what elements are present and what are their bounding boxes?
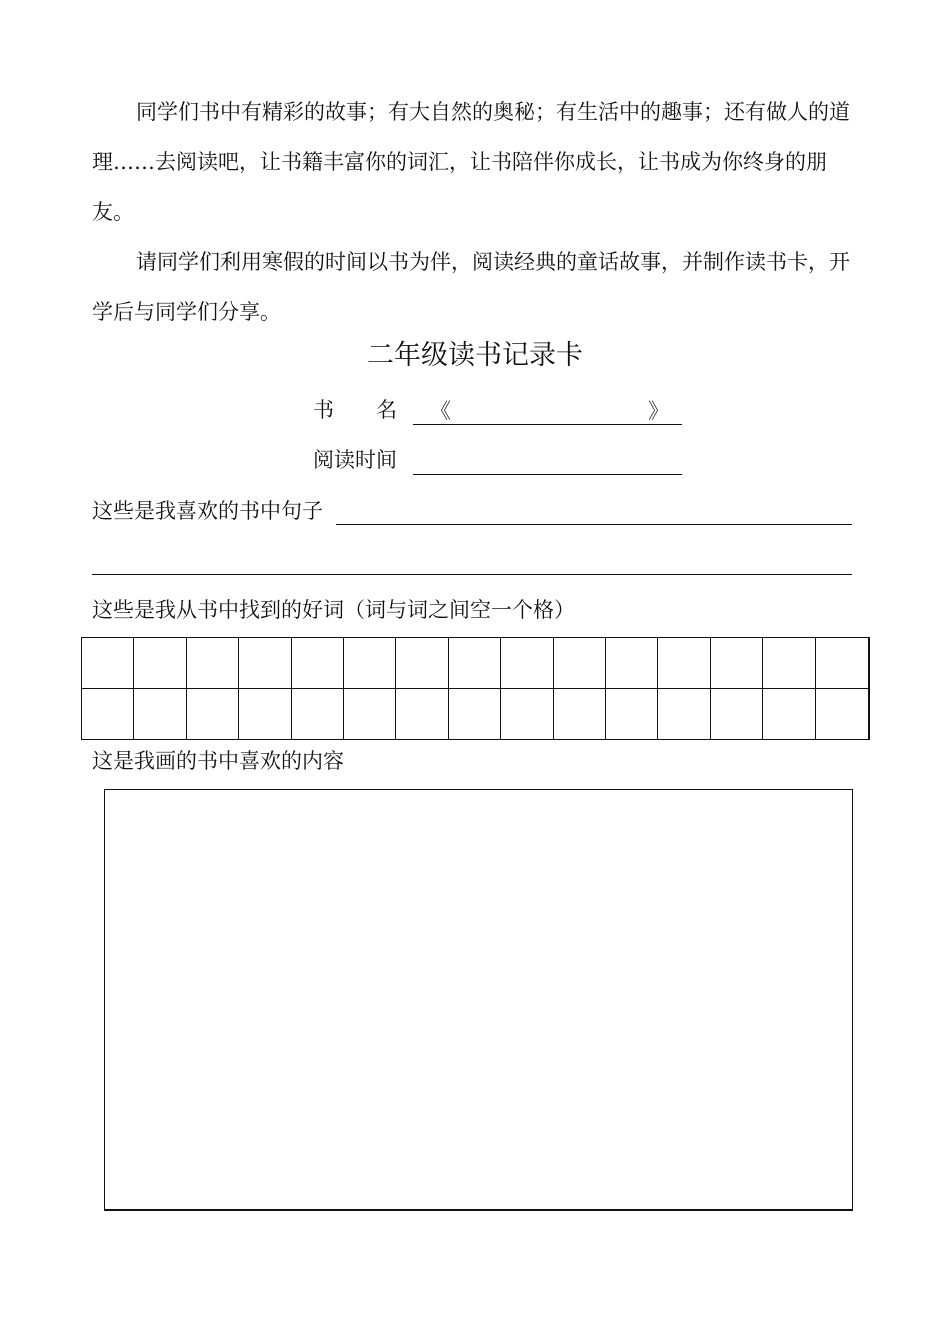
drawing-label: 这是我画的书中喜欢的内容	[92, 749, 344, 773]
reading-time-label: 阅读时间	[313, 448, 397, 472]
word-grid-cell[interactable]	[501, 638, 553, 689]
word-grid-cell[interactable]	[816, 689, 868, 740]
word-grid-cell[interactable]	[816, 638, 868, 689]
word-grid-cell[interactable]	[711, 689, 763, 740]
favorite-sentences-line-1[interactable]	[336, 524, 852, 525]
word-grid-cell[interactable]	[658, 689, 710, 740]
word-grid-cell[interactable]	[344, 689, 396, 740]
drawing-area[interactable]	[104, 789, 853, 1211]
book-open-quote: 《	[430, 399, 451, 423]
word-grid-cell[interactable]	[554, 638, 606, 689]
good-words-grid	[81, 637, 870, 740]
word-grid-cell[interactable]	[711, 638, 763, 689]
word-grid-cell[interactable]	[606, 689, 658, 740]
book-name-input-line[interactable]	[413, 424, 682, 425]
word-grid-cell[interactable]	[449, 689, 501, 740]
word-grid-cell[interactable]	[501, 689, 553, 740]
word-grid-cell[interactable]	[763, 689, 815, 740]
word-grid-cell[interactable]	[554, 689, 606, 740]
intro-paragraph-1: 同学们书中有精彩的故事；有大自然的奥秘；有生活中的趣事；还有做人的道理……去阅读吧，让书籍丰富你的词汇，让书陪伴你成长，让书成为你终身的朋友。	[92, 100, 850, 224]
word-grid-cell[interactable]	[396, 638, 448, 689]
word-grid-cell[interactable]	[292, 689, 344, 740]
word-grid-cell[interactable]	[187, 689, 239, 740]
word-grid-cell[interactable]	[396, 689, 448, 740]
reading-time-input-line[interactable]	[413, 474, 682, 475]
book-close-quote: 》	[648, 399, 669, 423]
intro-paragraph-2: 请同学们利用寒假的时间以书为伴，阅读经典的童话故事，并制作读书卡，开学后与同学们分享。	[92, 250, 850, 324]
card-title: 二年级读书记录卡	[367, 340, 583, 371]
word-grid-cell[interactable]	[344, 638, 396, 689]
favorite-sentences-line-2[interactable]	[92, 574, 852, 575]
word-grid-cell[interactable]	[292, 638, 344, 689]
word-grid-cell[interactable]	[187, 638, 239, 689]
word-grid-cell[interactable]	[134, 638, 186, 689]
word-grid-cell[interactable]	[763, 638, 815, 689]
word-grid-cell[interactable]	[82, 689, 134, 740]
good-words-label: 这些是我从书中找到的好词（词与词之间空一个格）	[92, 598, 575, 622]
word-grid-cell[interactable]	[82, 638, 134, 689]
word-grid-cell[interactable]	[239, 689, 291, 740]
word-grid-cell[interactable]	[239, 638, 291, 689]
word-grid-cell[interactable]	[134, 689, 186, 740]
book-name-label: 书 名	[313, 398, 397, 422]
word-grid-cell[interactable]	[658, 638, 710, 689]
word-grid-cell[interactable]	[449, 638, 501, 689]
word-grid-cell[interactable]	[606, 638, 658, 689]
favorite-sentences-label: 这些是我喜欢的书中句子	[92, 499, 323, 523]
